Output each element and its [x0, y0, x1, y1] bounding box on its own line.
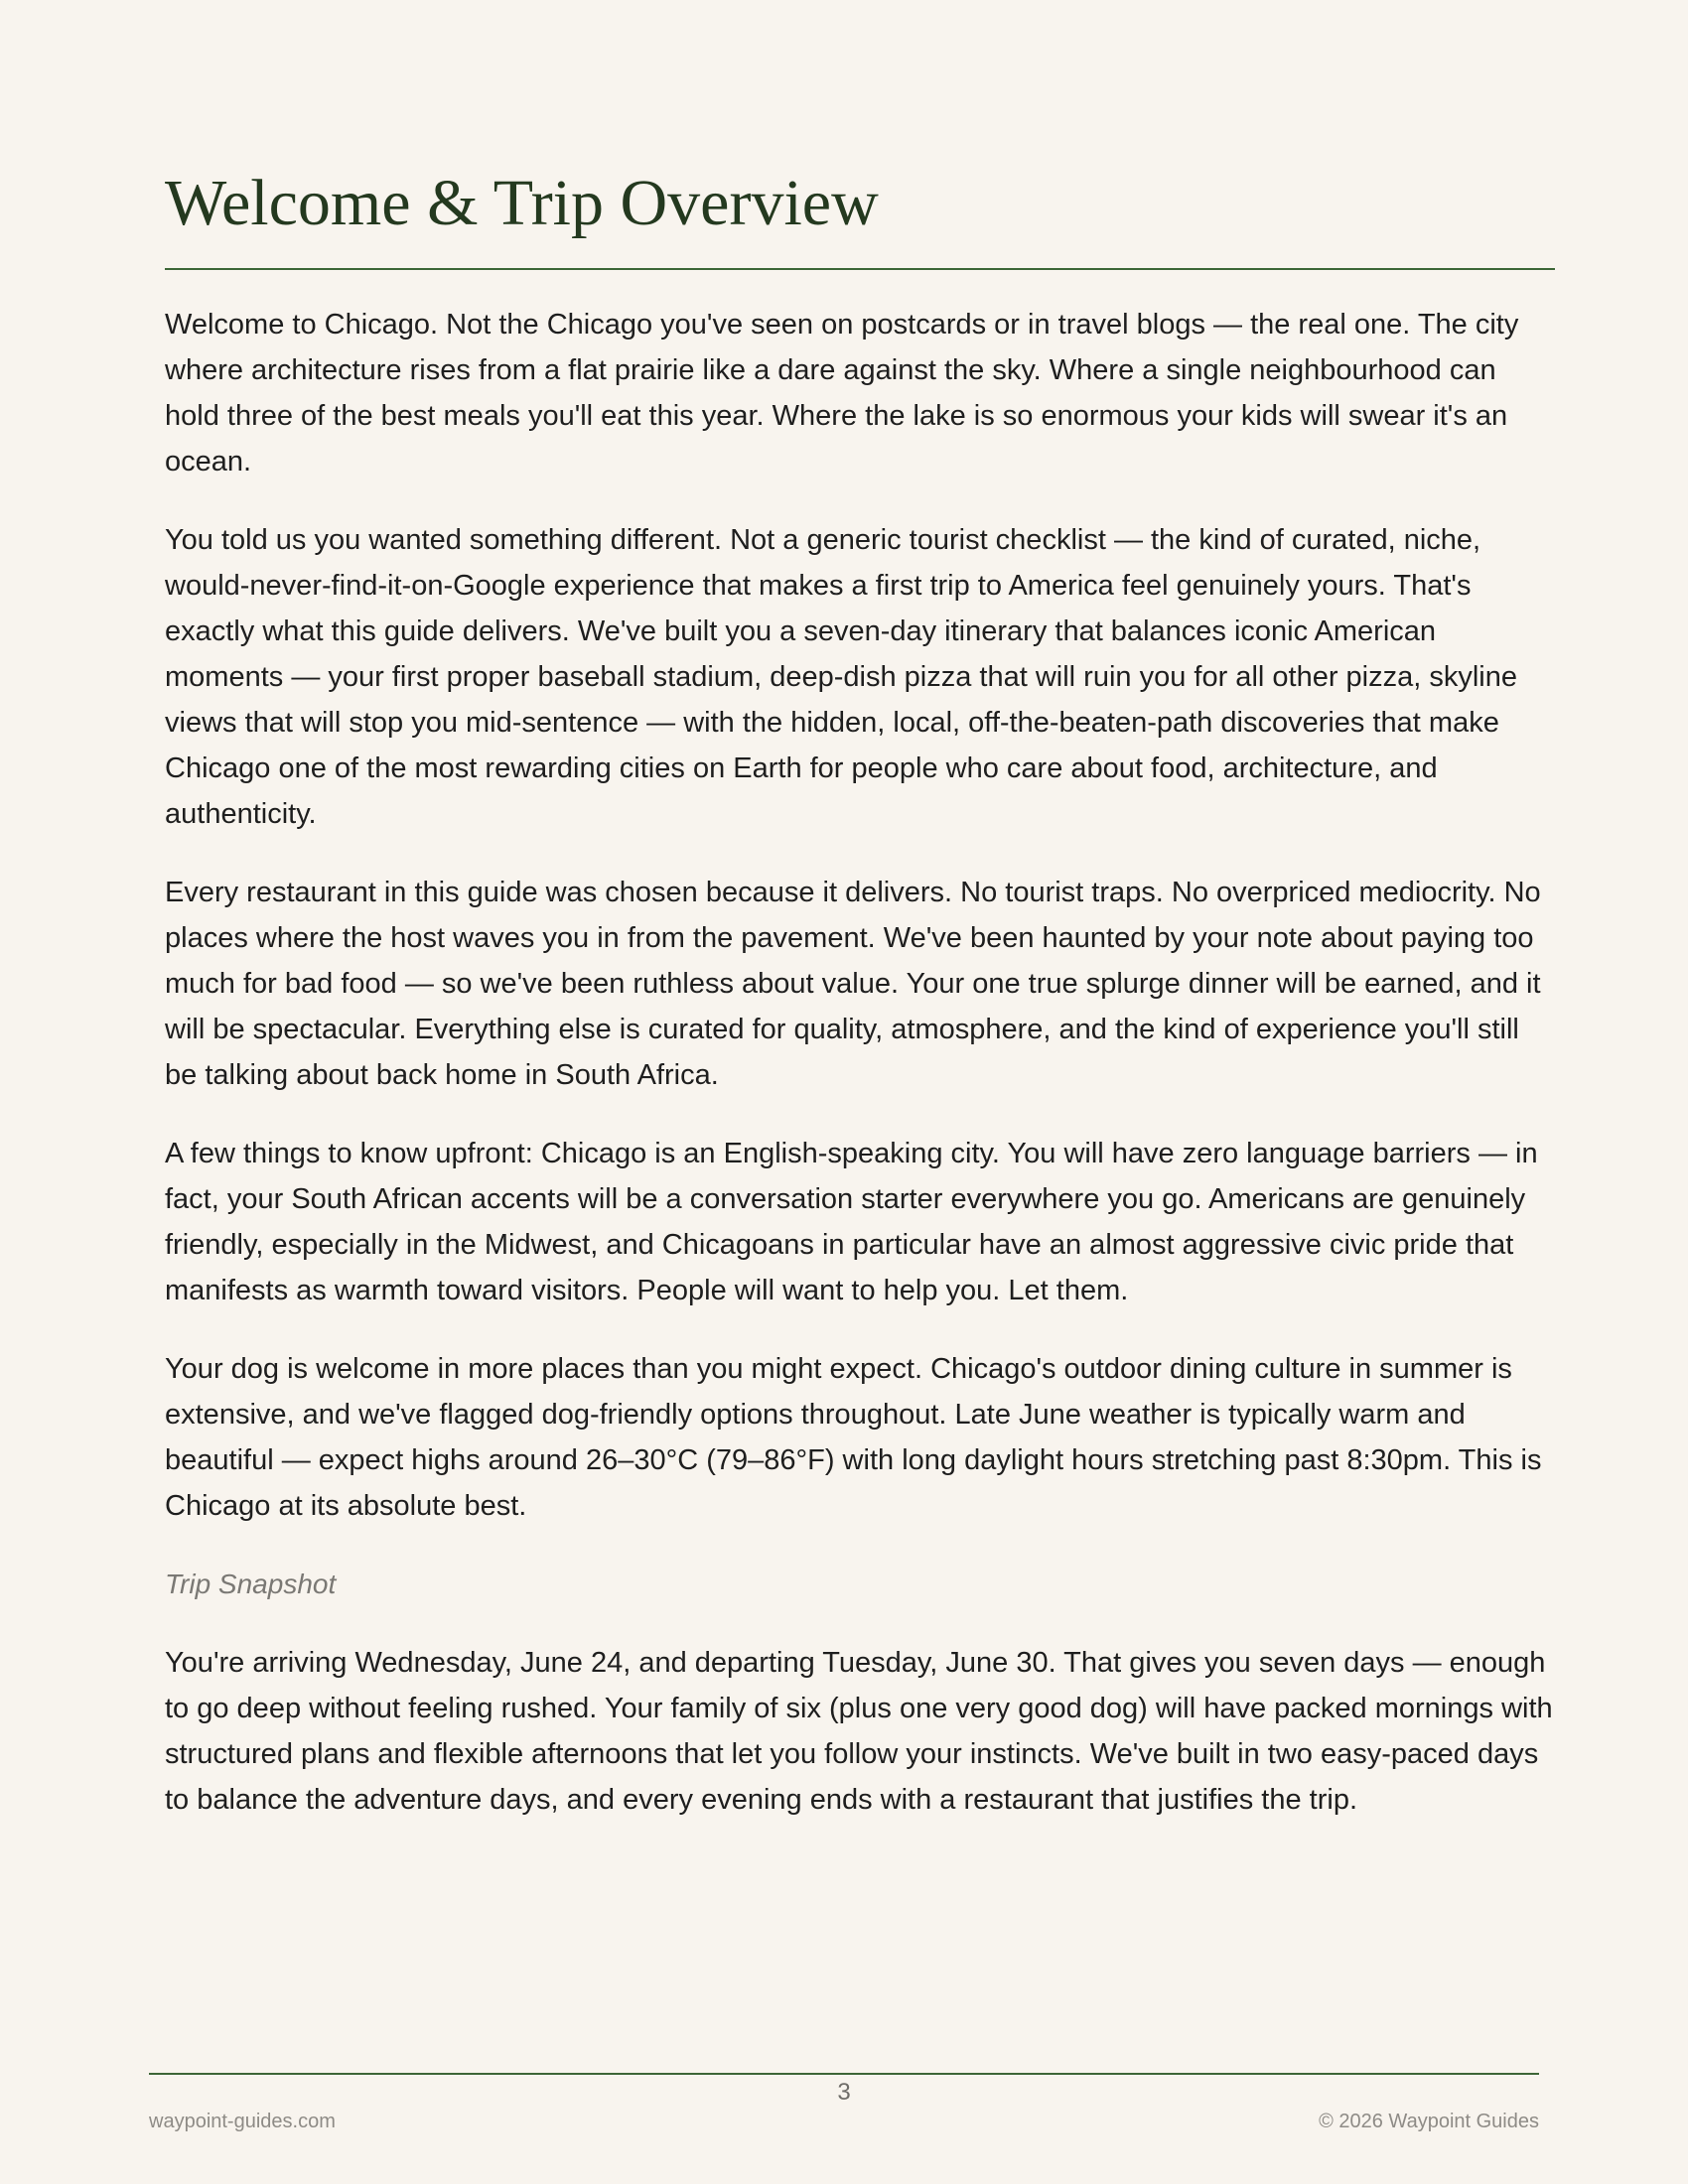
page-content	[165, 159, 1555, 1855]
article-body	[165, 302, 1555, 1823]
paragraph-things-to-know: A few things to know upfront: Chicago is an English-speaking city. You will have zero language barriers — in fact, your South African accents will be a conversation starter everywhere you go. Americans are genuinely friendly, especially in the Midwest, and Chicagoans in particular have an almost aggressive civic pride that manifests as warmth toward visitors. People will want to help you. Let them.	[165, 1138, 1538, 1306]
paragraph-restaurants: Every restaurant in this guide was chosen because it delivers. No tourist traps. No overpriced mediocrity. No places where the host waves you in from the pavement. We've been haunted by your note about paying too much for bad food — so we've been ruthless about value. Your one true splurge dinner will be earned, and it will be spectacular. Everything else is curated for quality, atmosphere, and the kind of experience you'll still be talking about back home in South Africa.	[165, 877, 1541, 1091]
paragraph-welcome: Welcome to Chicago. Not the Chicago you've seen on postcards or in travel blogs — the real one. The city where architecture rises from a flat prairie like a dare against the sky. Where a single neighbourhood can hold three of the best meals you'll eat this year. Where the lake is so enormous your kids will swear it's an ocean.	[165, 309, 1519, 478]
page-footer	[149, 2073, 1539, 2144]
paragraph-something-different: You told us you wanted something different. Not a generic tourist checklist — the kind of curated, niche, would-never-find-it-on-Google experience that makes a first trip to America feel genuinely yours. That's exactly what this guide delivers. We've built you a seven-day itinerary that balances iconic American moments — your first proper baseball stadium, deep-dish pizza that will ruin you for all other pizza, skyline views that will stop you mid-sentence — with the hidden, local, off-the-beaten-path discoveries that make Chicago one of the most rewarding cities on Earth for people who care about food, architecture, and authenticity.	[165, 524, 1517, 830]
footer-website: waypoint-guides.com	[149, 2111, 336, 2132]
paragraph-dog-and-weather: Your dog is welcome in more places than you might expect. Chicago's outdoor dining culture in summer is extensive, and we've flagged dog-friendly options throughout. Late June weather is typically warm and beautiful — expect highs around 26–30°C (79–86°F) with long daylight hours stretching past 8:30pm. This is Chicago at its absolute best.	[165, 1353, 1542, 1522]
subheading-trip-snapshot: Trip Snapshot	[165, 1569, 337, 1599]
footer-copyright: © 2026 Waypoint Guides	[1319, 2111, 1539, 2132]
page-number: 3	[837, 2079, 851, 2106]
page-title: Welcome & Trip Overview	[165, 159, 1555, 270]
paragraph-trip-snapshot: You're arriving Wednesday, June 24, and departing Tuesday, June 30. That gives you seven days — enough to go deep without feeling rushed. Your family of six (plus one very good dog) will have packed mornings with structured plans and flexible afternoons that let you follow your instincts. We've built in two easy-paced days to balance the adventure days, and every evening ends with a restaurant that justifies the trip.	[165, 1647, 1553, 1816]
